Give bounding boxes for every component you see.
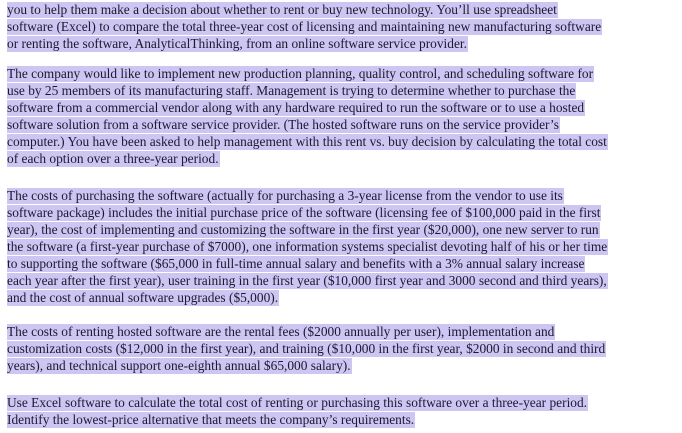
text-line: customization costs ($12,000 in the first year), and training ($10,000 in the first year, $2000 in second and third xyxy=(7,341,606,356)
text-line: of each option over a three-year period. xyxy=(7,151,219,166)
text-line: year), the cost of implementing and customizing the software in the first year ($20,000), one new server to run xyxy=(7,222,599,237)
text-line: years), and technical support one-eighth annual $65,000 salary). xyxy=(7,358,351,373)
text-line: or renting the software, AnalyticalThinking, from an online software service provider. xyxy=(7,36,467,51)
text-line: The costs of purchasing the software (actually for purchasing a 3-year license from the vendor to use its xyxy=(7,188,563,203)
text-line: software from a commercial vendor along with any hardware required to run the software or to use a hosted xyxy=(7,100,585,115)
text-line: to supporting the software ($65,000 in full-time annual salary and benefits with a 3% annual salary increase xyxy=(7,256,585,271)
text-line: each year after the first year), user training in the first year ($10,000 first year and 3000 second and third years), xyxy=(7,273,607,288)
text-line: the software (a first-year purchase of $7000), one information systems specialist devoting half of his or her time xyxy=(7,239,608,254)
text-line: Identify the lowest-price alternative that meets the company’s requirements. xyxy=(7,412,415,427)
text-line: The company would like to implement new production planning, quality control, and scheduling software for xyxy=(7,66,594,81)
text-line: software (Excel) to compare the total three-year cost of licensing and maintaining new manufacturing software xyxy=(7,19,602,34)
text-line: use by 25 members of its manufacturing staff. Management is trying to determine whether to purchase the xyxy=(7,83,576,98)
text-line: you to help them make a decision about whether to rent or buy new technology. You’ll use spreadsheet xyxy=(7,2,557,17)
text-line: computer.) You have been asked to help management with this rent vs. buy decision by calculating the total cost xyxy=(7,134,607,149)
text-line: The costs of renting hosted software are the rental fees ($2000 annually per user), implementation and xyxy=(7,324,555,339)
text-line: software solution from a software service provider. (The hosted software runs on the service provider’s xyxy=(7,117,559,132)
text-line: software package) includes the initial purchase price of the software (licensing fee of $100,000 paid in the first xyxy=(7,205,601,220)
text-line: and the cost of annual software upgrades ($5,000). xyxy=(7,290,279,305)
text-line: Use Excel software to calculate the total cost of renting or purchasing this software over a three-year period. xyxy=(7,395,588,410)
